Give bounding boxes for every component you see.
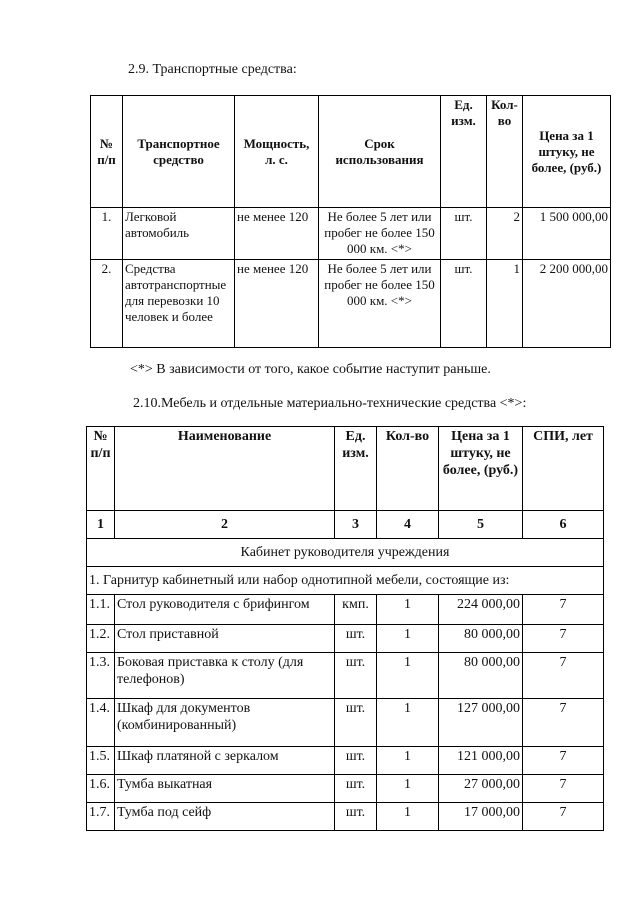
col-header-service-life: СПИ, лет — [523, 427, 604, 511]
cell-qty: 1 — [377, 775, 439, 803]
group-title: Кабинет руководителя учреждения — [87, 539, 604, 567]
table-row — [87, 653, 604, 699]
cell-qty: 1 — [487, 260, 523, 348]
cell-unit: шт. — [335, 775, 377, 803]
cell-number: 1.7. — [87, 803, 115, 831]
cell-number: 1.4. — [87, 699, 115, 747]
subgroup-row — [87, 567, 604, 595]
cell-name: Тумба выкатная — [115, 775, 335, 803]
col-header-unit: Ед. изм. — [441, 96, 487, 208]
cell-name: Стол руководителя с брифингом — [115, 595, 335, 625]
col-header-price: Цена за 1 штуку, не более, (руб.) — [523, 96, 611, 208]
cell-term: Не более 5 лет или пробег не более 150 000 км. <*> — [319, 208, 441, 260]
col-header-qty: Кол-во — [487, 96, 523, 208]
col-header-qty: Кол-во — [377, 427, 439, 511]
cell-number: 1. — [91, 208, 123, 260]
cell-price: 27 000,00 — [439, 775, 523, 803]
col-header-name: Наименование — [115, 427, 335, 511]
cell-qty: 1 — [377, 747, 439, 775]
col-header-unit: Ед. изм. — [335, 427, 377, 511]
cell-unit: шт. — [441, 260, 487, 348]
cell-service-life: 7 — [523, 625, 604, 653]
cell-price: 121 000,00 — [439, 747, 523, 775]
col-number-6: 6 — [523, 511, 604, 539]
subgroup-title: 1. Гарнитур кабинетный или набор однотипной мебели, состоящие из: — [87, 567, 604, 595]
cell-unit: кмп. — [335, 595, 377, 625]
cell-service-life: 7 — [523, 775, 604, 803]
col-number-2: 2 — [115, 511, 335, 539]
col-header-price: Цена за 1 штуку, не более, (руб.) — [439, 427, 523, 511]
table-row — [87, 625, 604, 653]
cell-qty: 1 — [377, 803, 439, 831]
cell-name: Шкаф платяной с зеркалом — [115, 747, 335, 775]
cell-service-life: 7 — [523, 747, 604, 775]
cell-price: 1 500 000,00 — [523, 208, 611, 260]
cell-name: Боковая приставка к столу (для телефонов) — [115, 653, 335, 699]
col-header-number: № п/п — [91, 96, 123, 208]
footnote: <*> В зависимости от того, какое событие наступит раньше. — [130, 362, 491, 377]
cell-unit: шт. — [335, 625, 377, 653]
cell-price: 127 000,00 — [439, 699, 523, 747]
col-number-4: 4 — [377, 511, 439, 539]
col-header-number: № п/п — [87, 427, 115, 511]
col-number-3: 3 — [335, 511, 377, 539]
cell-qty: 1 — [377, 699, 439, 747]
section-2-10-heading: 2.10.Мебель и отдельные материально-технические средства <*>: — [133, 396, 527, 411]
table-row — [87, 595, 604, 625]
cell-service-life: 7 — [523, 699, 604, 747]
cell-price: 80 000,00 — [439, 625, 523, 653]
col-header-power: Мощность, л. с. — [235, 96, 319, 208]
cell-price: 80 000,00 — [439, 653, 523, 699]
cell-qty: 1 — [377, 625, 439, 653]
cell-price: 17 000,00 — [439, 803, 523, 831]
cell-number: 1.1. — [87, 595, 115, 625]
cell-unit: шт. — [441, 208, 487, 260]
column-numbers-row — [87, 511, 604, 539]
cell-unit: шт. — [335, 747, 377, 775]
table-row — [87, 747, 604, 775]
cell-price: 2 200 000,00 — [523, 260, 611, 348]
col-header-vehicle: Транспортное средство — [123, 96, 235, 208]
table-row — [91, 208, 611, 260]
col-number-5: 5 — [439, 511, 523, 539]
cell-power: не менее 120 — [235, 208, 319, 260]
section-2-9-heading: 2.9. Транспортные средства: — [128, 62, 297, 77]
transport-header-row — [91, 96, 611, 208]
col-header-term: Срок использования — [319, 96, 441, 208]
cell-service-life: 7 — [523, 595, 604, 625]
cell-name: Шкаф для документов (комбинированный) — [115, 699, 335, 747]
cell-number: 1.5. — [87, 747, 115, 775]
table-row — [91, 260, 611, 348]
cell-number: 1.2. — [87, 625, 115, 653]
cell-price: 224 000,00 — [439, 595, 523, 625]
cell-qty: 2 — [487, 208, 523, 260]
cell-name: Стол приставной — [115, 625, 335, 653]
col-number-1: 1 — [87, 511, 115, 539]
cell-unit: шт. — [335, 699, 377, 747]
furniture-table — [86, 426, 604, 831]
table-row — [87, 775, 604, 803]
group-row — [87, 539, 604, 567]
cell-qty: 1 — [377, 653, 439, 699]
cell-service-life: 7 — [523, 803, 604, 831]
cell-unit: шт. — [335, 653, 377, 699]
cell-number: 1.6. — [87, 775, 115, 803]
table-row — [87, 803, 604, 831]
cell-unit: шт. — [335, 803, 377, 831]
cell-power: не менее 120 — [235, 260, 319, 348]
transport-table — [90, 95, 611, 348]
cell-term: Не более 5 лет или пробег не более 150 000 км. <*> — [319, 260, 441, 348]
cell-vehicle: Средства автотранспортные для перевозки 10 человек и более — [123, 260, 235, 348]
cell-name: Тумба под сейф — [115, 803, 335, 831]
furniture-header-row — [87, 427, 604, 511]
cell-service-life: 7 — [523, 653, 604, 699]
cell-number: 1.3. — [87, 653, 115, 699]
cell-vehicle: Легковой автомобиль — [123, 208, 235, 260]
cell-qty: 1 — [377, 595, 439, 625]
table-row — [87, 699, 604, 747]
cell-number: 2. — [91, 260, 123, 348]
